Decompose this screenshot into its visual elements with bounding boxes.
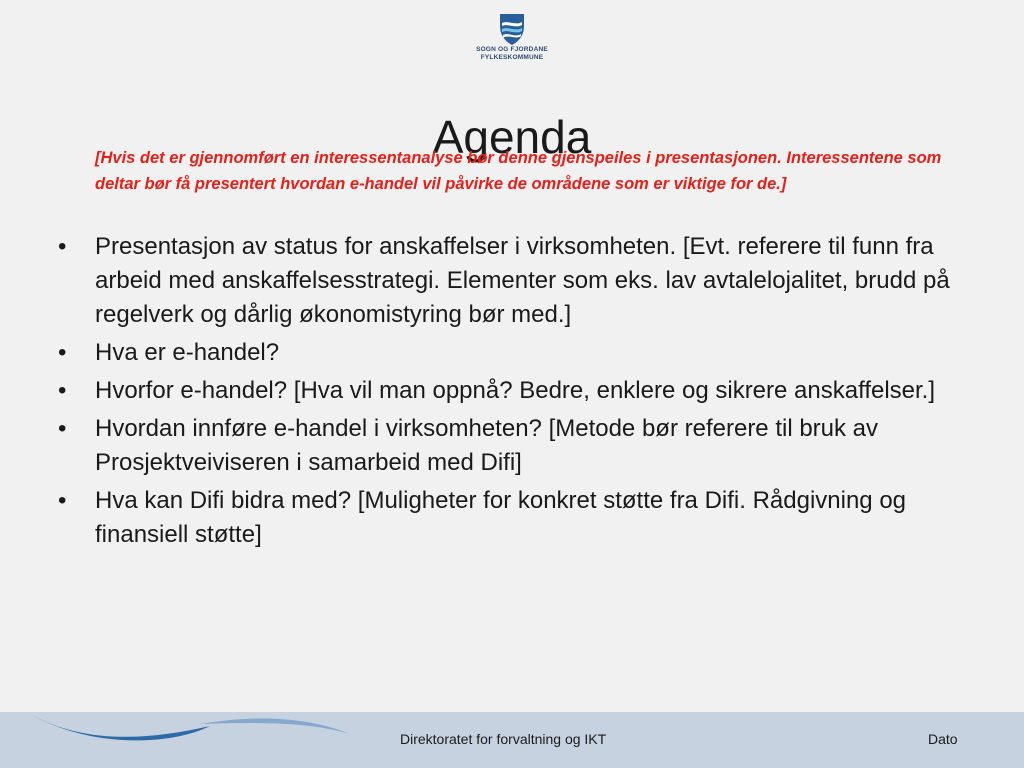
footer-band: [0, 712, 1024, 768]
bullet-icon: •: [58, 339, 67, 366]
logo: [462, 12, 562, 62]
coat-of-arms-icon: [498, 12, 526, 46]
bullet-icon: •: [58, 377, 67, 404]
agenda-item: [58, 230, 978, 332]
bullet-icon: •: [58, 487, 67, 514]
logo-text-line1: SOGN OG FJORDANE: [476, 46, 548, 53]
footer-organization: Direktoratet for forvaltning og IKT: [400, 731, 607, 747]
footer-date: Dato: [928, 731, 958, 747]
slide-title: Agenda: [432, 111, 592, 163]
agenda-item-text: Hvordan innføre e-handel i virksomheten? [Metode bør referere til bruk av Prosjektveiviseren i samarbeid med Difi]: [95, 415, 879, 476]
agenda-item: [58, 484, 978, 552]
agenda-item-text: Hva er e-handel?: [95, 339, 280, 366]
agenda-list: [58, 230, 978, 556]
agenda-item: [58, 412, 978, 480]
speaker-instruction-note: [Hvis det er gjennomført en interessentanalyse bør denne gjenspeiles i presentasjonen. Interessentene som deltar bør få presentert hvordan e-handel vil påvirke de områdene som er viktige for de.]: [95, 149, 942, 193]
bullet-icon: •: [58, 233, 67, 260]
agenda-item-text: Presentasjon av status for anskaffelser i virksomheten. [Evt. referere til funn fra arbeid med anskaffelsesstrategi. Elementer som eks. lav avtalelojalitet, brudd på regelverk og dårlig økonomistyring bør med.]: [95, 233, 950, 328]
logo-text-line2: FYLKESKOMMUNE: [480, 54, 544, 61]
agenda-item-text: Hvorfor e-handel? [Hva vil man oppnå? Bedre, enklere og sikrere anskaffelser.]: [95, 377, 936, 404]
agenda-item-text: Hva kan Difi bidra med? [Muligheter for konkret støtte fra Difi. Rådgivning og finansiell støtte]: [95, 487, 907, 548]
bullet-icon: •: [58, 415, 67, 442]
agenda-item: [58, 336, 978, 370]
agenda-item: [58, 374, 978, 408]
